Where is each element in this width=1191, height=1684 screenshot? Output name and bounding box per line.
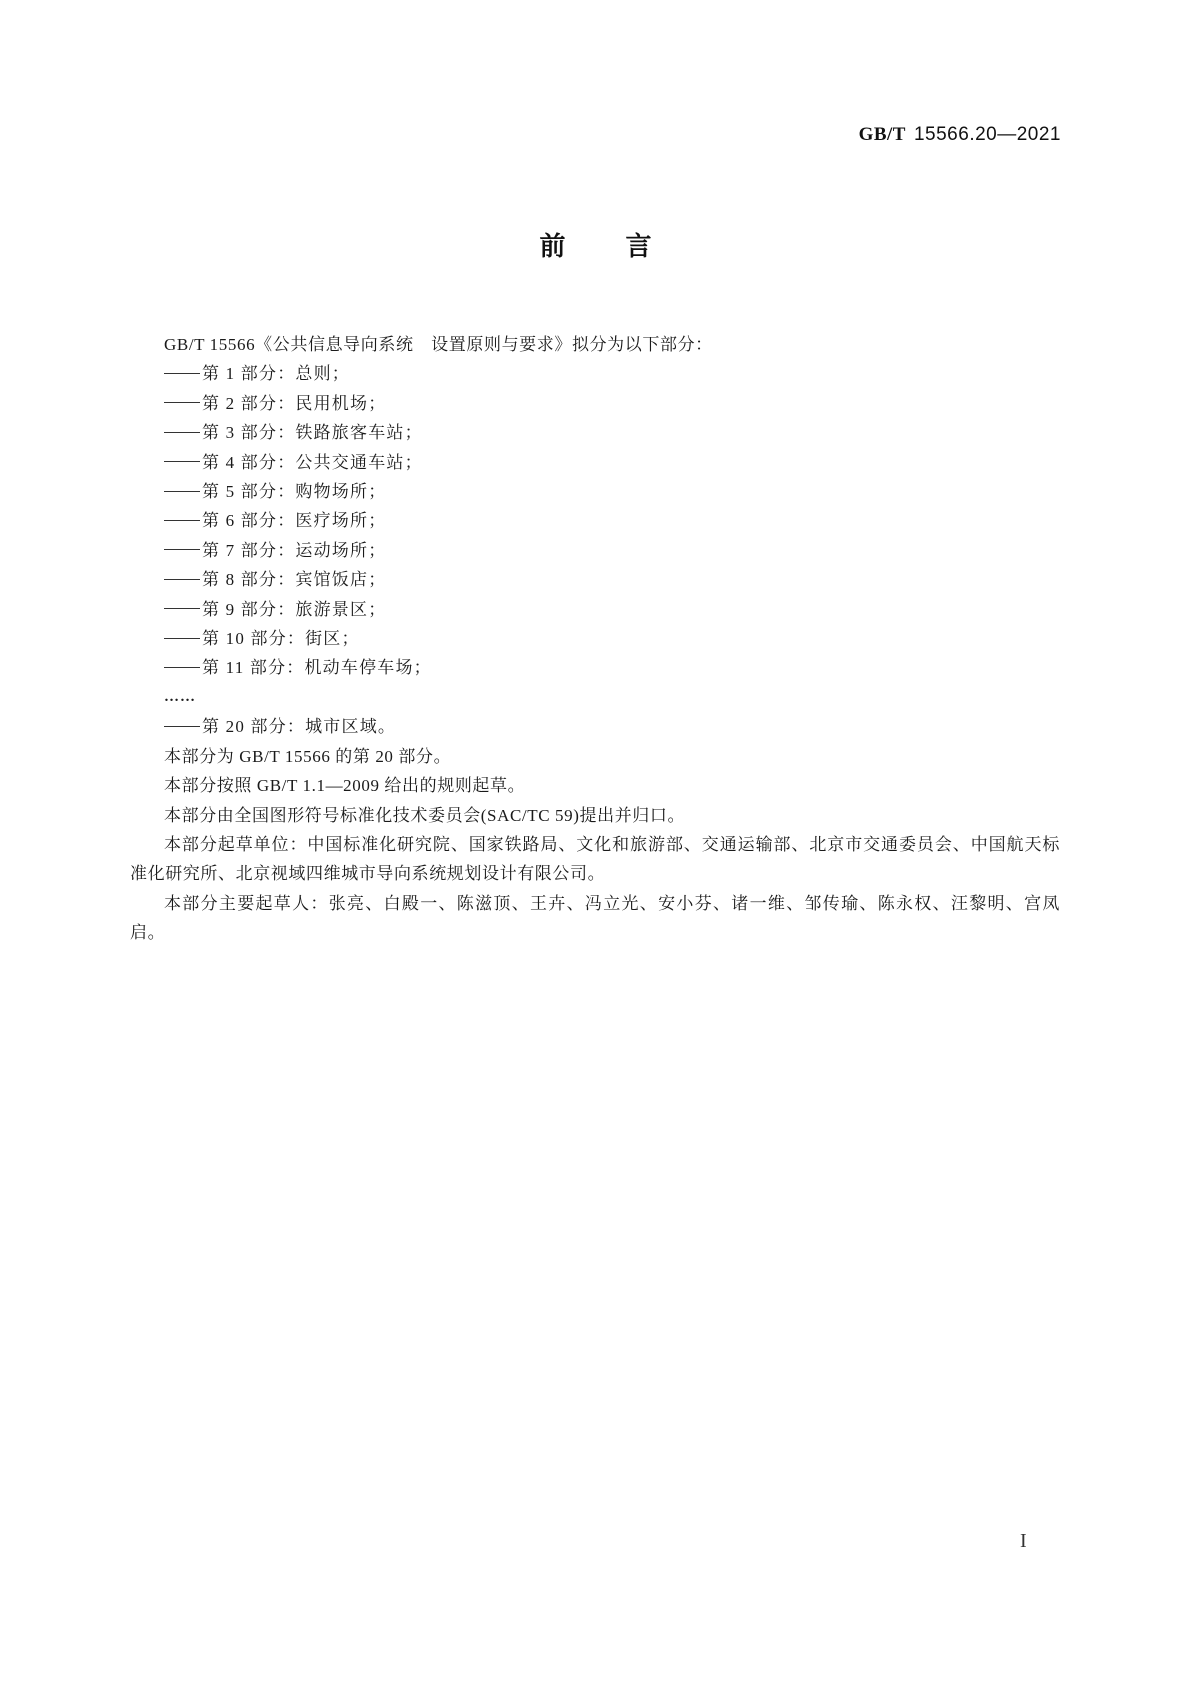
list-item [130,624,1060,653]
ellipsis: …… [164,688,196,705]
paragraph-drafting-units: 本部分起草单位：中国标准化研究院、国家铁路局、文化和旅游部、交通运输部、北京市交通委员会、中国航天标准化研究所、北京视域四维城市导向系统规划设计有限公司。 [130,834,1060,884]
list-item [130,418,1060,447]
list-item-label: 第 20 部分：城市区域。 [202,717,397,737]
page-title: 前言 [539,232,712,262]
paragraph-drafting-rules: 本部分按照 GB/T 1.1—2009 给出的规则起草。 [164,776,526,796]
list-item [130,359,1060,388]
list-item-label: 第 8 部分：宾馆饭店； [202,570,387,590]
list-item-label: 第 5 部分：购物场所； [202,482,387,502]
dash-bullet-icon [164,608,200,609]
dash-bullet-icon [164,638,200,639]
dash-bullet-icon [164,461,200,462]
dash-bullet-icon [164,726,200,727]
list-item [130,448,1060,477]
dash-bullet-icon [164,491,200,492]
dash-bullet-icon [164,520,200,521]
intro-paragraph: GB/T 15566《公共信息导向系统 设置原则与要求》拟分为以下部分： [164,335,713,354]
list-item [130,506,1060,535]
dash-bullet-icon [164,432,200,433]
paragraph-drafters: 本部分主要起草人：张亮、白殿一、陈滋顶、王卉、冯立光、安小芬、诸一维、邹传瑜、陈永权、汪黎明、宫凤启。 [130,893,1060,943]
list-item-label: 第 11 部分：机动车停车场； [202,658,432,678]
list-item [130,565,1060,594]
page-number: I [1020,1530,1027,1552]
list-item [130,653,1060,682]
list-item-label: 第 9 部分：旅游景区； [202,599,387,619]
list-item-label: 第 6 部分：医疗场所； [202,511,387,531]
list-item [130,536,1060,565]
dash-bullet-icon [164,402,200,403]
list-item-label: 第 10 部分：街区； [202,629,360,649]
paragraph-proposer: 本部分由全国图形符号标准化技术委员会(SAC/TC 59)提出并归口。 [164,805,686,825]
list-item-label: 第 1 部分：总则； [202,364,350,384]
standard-code-header [859,124,1061,146]
document-body [130,330,1060,948]
dash-bullet-icon [164,373,200,374]
list-item-label: 第 7 部分：运动场所； [202,540,387,560]
dash-bullet-icon [164,579,200,580]
list-item-label: 第 2 部分：民用机场； [202,393,387,413]
list-item [130,595,1060,624]
list-item-last [130,712,1060,741]
list-item-label: 第 3 部分：铁路旅客车站； [202,423,423,443]
list-item [130,477,1060,506]
dash-bullet-icon [164,667,200,668]
parts-list [130,359,1060,682]
paragraph-part-number: 本部分为 GB/T 15566 的第 20 部分。 [164,746,452,766]
list-item-label: 第 4 部分：公共交通车站； [202,452,423,472]
dash-bullet-icon [164,549,200,550]
standard-number: 15566.20—2021 [913,124,1061,145]
standard-prefix: GB/T [858,124,906,145]
list-item [130,389,1060,418]
